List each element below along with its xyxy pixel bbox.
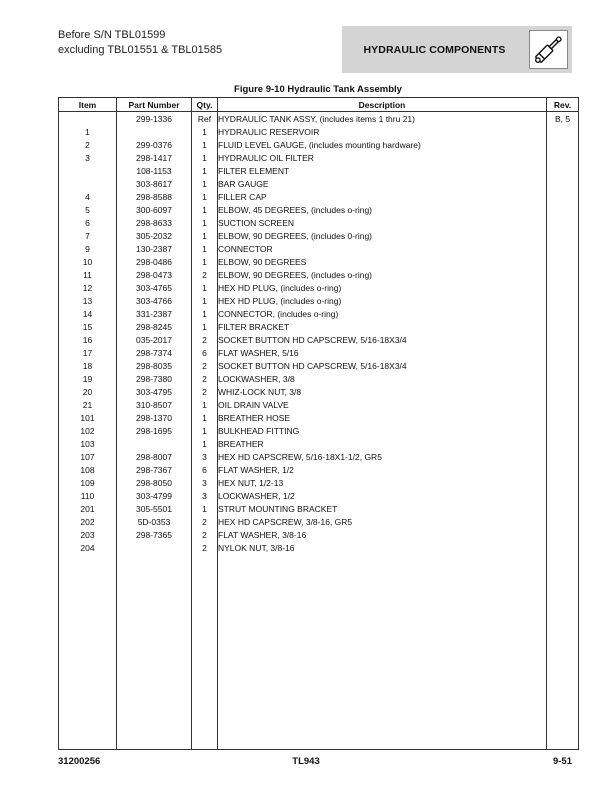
rev-cell <box>547 398 579 411</box>
table-row <box>59 372 579 385</box>
qty-cell: 1 <box>192 255 218 268</box>
item-cell: 204 <box>59 541 117 554</box>
description-cell: BREATHER HOSE <box>218 411 547 424</box>
table-row <box>59 463 579 476</box>
description-cell: HYDRAULIC OIL FILTER <box>218 151 547 164</box>
parts-table <box>58 97 579 750</box>
qty-cell: 3 <box>192 450 218 463</box>
rev-cell <box>547 346 579 359</box>
item-cell: 19 <box>59 372 117 385</box>
qty-cell: 2 <box>192 372 218 385</box>
table-row <box>59 450 579 463</box>
part-number-cell: 303-4766 <box>117 294 192 307</box>
header-item: Item <box>59 98 117 112</box>
header-part-number: Part Number <box>117 98 192 112</box>
qty-cell: 2 <box>192 541 218 554</box>
item-cell: 10 <box>59 255 117 268</box>
qty-cell: 1 <box>192 320 218 333</box>
description-cell: BAR GAUGE <box>218 177 547 190</box>
part-number-cell: 303-4795 <box>117 385 192 398</box>
qty-cell: 1 <box>192 229 218 242</box>
qty-cell: 1 <box>192 203 218 216</box>
table-header-row <box>59 98 579 112</box>
rev-cell <box>547 333 579 346</box>
part-number-cell: 300-6097 <box>117 203 192 216</box>
table-row <box>59 138 579 151</box>
table-row <box>59 268 579 281</box>
item-cell: 102 <box>59 424 117 437</box>
part-number-cell: 5D-0353 <box>117 515 192 528</box>
item-cell: 101 <box>59 411 117 424</box>
description-cell: FLAT WASHER, 3/8-16 <box>218 528 547 541</box>
description-cell: HEX HD PLUG, (includes o-ring) <box>218 294 547 307</box>
qty-cell: 6 <box>192 463 218 476</box>
item-cell <box>59 112 117 126</box>
rev-cell <box>547 528 579 541</box>
part-number-cell: 303-8617 <box>117 177 192 190</box>
table-row <box>59 502 579 515</box>
table-row <box>59 242 579 255</box>
table-row <box>59 333 579 346</box>
description-cell: OIL DRAIN VALVE <box>218 398 547 411</box>
description-cell: CONNECTOR <box>218 242 547 255</box>
description-cell: BULKHEAD FITTING <box>218 424 547 437</box>
part-number-cell: 298-8245 <box>117 320 192 333</box>
part-number-cell: 298-8588 <box>117 190 192 203</box>
qty-cell: 6 <box>192 346 218 359</box>
rev-cell <box>547 359 579 372</box>
qty-cell: 2 <box>192 385 218 398</box>
description-cell: FLUID LEVEL GAUGE, (includes mounting hardware) <box>218 138 547 151</box>
qty-cell: 2 <box>192 528 218 541</box>
description-cell: STRUT MOUNTING BRACKET <box>218 502 547 515</box>
item-cell: 7 <box>59 229 117 242</box>
rev-cell <box>547 164 579 177</box>
table-row <box>59 541 579 554</box>
hydraulic-cylinder-icon <box>529 30 568 69</box>
rev-cell <box>547 203 579 216</box>
table-row <box>59 164 579 177</box>
part-number-cell: 298-8050 <box>117 476 192 489</box>
figure-title: Figure 9-10 Hydraulic Tank Assembly <box>234 84 402 95</box>
rev-cell <box>547 489 579 502</box>
rev-cell <box>547 242 579 255</box>
section-title: HYDRAULIC COMPONENTS <box>363 43 506 56</box>
rev-cell <box>547 437 579 450</box>
table-row <box>59 125 579 138</box>
table-row <box>59 190 579 203</box>
qty-cell: 1 <box>192 216 218 229</box>
qty-cell: Ref <box>192 112 218 126</box>
qty-cell: 1 <box>192 125 218 138</box>
item-cell: 107 <box>59 450 117 463</box>
table-row <box>59 489 579 502</box>
table-row <box>59 112 579 126</box>
part-number-cell: 299-0376 <box>117 138 192 151</box>
part-number-cell: 298-0473 <box>117 268 192 281</box>
rev-cell <box>547 515 579 528</box>
description-cell: ELBOW, 90 DEGREES <box>218 255 547 268</box>
qty-cell: 2 <box>192 333 218 346</box>
qty-cell: 1 <box>192 294 218 307</box>
table-row <box>59 398 579 411</box>
qty-cell: 1 <box>192 307 218 320</box>
item-cell: 13 <box>59 294 117 307</box>
description-cell: LOCKWASHER, 3/8 <box>218 372 547 385</box>
part-number-cell: 303-4799 <box>117 489 192 502</box>
qty-cell: 1 <box>192 411 218 424</box>
description-cell: NYLOK NUT, 3/8-16 <box>218 541 547 554</box>
description-cell: HEX NUT, 1/2-13 <box>218 476 547 489</box>
part-number-cell: 298-8035 <box>117 359 192 372</box>
part-number-cell: 331-2387 <box>117 307 192 320</box>
item-cell: 16 <box>59 333 117 346</box>
item-cell: 5 <box>59 203 117 216</box>
item-cell <box>59 164 117 177</box>
item-cell: 17 <box>59 346 117 359</box>
description-cell: ELBOW, 90 DEGREES, (includes o-ring) <box>218 268 547 281</box>
serial-note <box>58 28 222 58</box>
serial-line-2: excluding TBL01551 & TBL01585 <box>58 44 223 56</box>
part-number-cell: 108-1153 <box>117 164 192 177</box>
item-cell: 15 <box>59 320 117 333</box>
table-row <box>59 515 579 528</box>
rev-cell <box>547 255 579 268</box>
qty-cell: 1 <box>192 177 218 190</box>
qty-cell: 1 <box>192 398 218 411</box>
qty-cell: 1 <box>192 138 218 151</box>
table-row <box>59 359 579 372</box>
table-row <box>59 229 579 242</box>
item-cell: 103 <box>59 437 117 450</box>
table-row <box>59 294 579 307</box>
table-row <box>59 385 579 398</box>
qty-cell: 3 <box>192 476 218 489</box>
description-cell: FILLER CAP <box>218 190 547 203</box>
table-row <box>59 281 579 294</box>
description-cell: FILTER BRACKET <box>218 320 547 333</box>
item-cell: 108 <box>59 463 117 476</box>
qty-cell: 3 <box>192 489 218 502</box>
table-row <box>59 424 579 437</box>
rev-cell <box>547 229 579 242</box>
part-number-cell: 130-2387 <box>117 242 192 255</box>
item-cell: 201 <box>59 502 117 515</box>
part-number-cell: 305-5501 <box>117 502 192 515</box>
table-row <box>59 528 579 541</box>
part-number-cell <box>117 541 192 554</box>
table-row <box>59 346 579 359</box>
item-cell: 14 <box>59 307 117 320</box>
table-row <box>59 216 579 229</box>
part-number-cell: 298-7374 <box>117 346 192 359</box>
section-header <box>342 26 572 73</box>
item-cell: 109 <box>59 476 117 489</box>
description-cell: LOCKWASHER, 1/2 <box>218 489 547 502</box>
table-row <box>59 203 579 216</box>
qty-cell: 2 <box>192 359 218 372</box>
table-row <box>59 307 579 320</box>
qty-cell: 1 <box>192 502 218 515</box>
serial-line-1: Before S/N TBL01599 <box>58 29 166 41</box>
table-row <box>59 151 579 164</box>
part-number-cell: 298-7365 <box>117 528 192 541</box>
rev-cell <box>547 190 579 203</box>
item-cell: 3 <box>59 151 117 164</box>
qty-cell: 1 <box>192 424 218 437</box>
description-cell: SUCTION SCREEN <box>218 216 547 229</box>
rev-cell <box>547 424 579 437</box>
item-cell: 110 <box>59 489 117 502</box>
rev-cell <box>547 281 579 294</box>
table-filler-row <box>59 554 579 750</box>
qty-cell: 1 <box>192 281 218 294</box>
description-cell: WHIZ-LOCK NUT, 3/8 <box>218 385 547 398</box>
table-row <box>59 411 579 424</box>
rev-cell <box>547 450 579 463</box>
part-number-cell: 303-4765 <box>117 281 192 294</box>
item-cell: 18 <box>59 359 117 372</box>
qty-cell: 2 <box>192 515 218 528</box>
footer-page-number: 9-51 <box>552 756 572 767</box>
rev-cell <box>547 320 579 333</box>
item-cell: 4 <box>59 190 117 203</box>
part-number-cell: 298-8007 <box>117 450 192 463</box>
rev-cell <box>547 372 579 385</box>
description-cell: CONNECTOR, (includes o-ring) <box>218 307 547 320</box>
item-cell: 1 <box>59 125 117 138</box>
rev-cell <box>547 125 579 138</box>
rev-cell <box>547 307 579 320</box>
item-cell: 203 <box>59 528 117 541</box>
description-cell: HEX HD CAPSCREW, 3/8-16, GR5 <box>218 515 547 528</box>
rev-cell <box>547 411 579 424</box>
part-number-cell: 299-1336 <box>117 112 192 126</box>
part-number-cell: 310-8507 <box>117 398 192 411</box>
item-cell <box>59 177 117 190</box>
header-description: Description <box>218 98 547 112</box>
description-cell: HEX HD PLUG, (includes o-ring) <box>218 281 547 294</box>
table-row <box>59 437 579 450</box>
description-cell: FLAT WASHER, 5/16 <box>218 346 547 359</box>
rev-cell <box>547 216 579 229</box>
table-row <box>59 255 579 268</box>
qty-cell: 1 <box>192 164 218 177</box>
part-number-cell: 298-1417 <box>117 151 192 164</box>
part-number-cell: 298-1370 <box>117 411 192 424</box>
part-number-cell: 298-8633 <box>117 216 192 229</box>
rev-cell <box>547 294 579 307</box>
rev-cell <box>547 268 579 281</box>
part-number-cell: 298-7367 <box>117 463 192 476</box>
rev-cell <box>547 177 579 190</box>
qty-cell: 1 <box>192 151 218 164</box>
qty-cell: 2 <box>192 268 218 281</box>
rev-cell <box>547 502 579 515</box>
rev-cell <box>547 463 579 476</box>
part-number-cell: 035-2017 <box>117 333 192 346</box>
description-cell: FLAT WASHER, 1/2 <box>218 463 547 476</box>
item-cell: 20 <box>59 385 117 398</box>
description-cell: ELBOW, 90 DEGREES, (includes 0-ring) <box>218 229 547 242</box>
item-cell: 6 <box>59 216 117 229</box>
rev-cell: B, 5 <box>547 112 579 126</box>
description-cell: ELBOW, 45 DEGREES, (includes o-ring) <box>218 203 547 216</box>
qty-cell: 1 <box>192 437 218 450</box>
header-qty: Qty. <box>192 98 218 112</box>
item-cell: 11 <box>59 268 117 281</box>
item-cell: 21 <box>59 398 117 411</box>
part-number-cell: 305-2032 <box>117 229 192 242</box>
part-number-cell: 298-0486 <box>117 255 192 268</box>
rev-cell <box>547 151 579 164</box>
table-row <box>59 476 579 489</box>
part-number-cell: 298-7380 <box>117 372 192 385</box>
header-rev: Rev. <box>547 98 579 112</box>
item-cell: 12 <box>59 281 117 294</box>
description-cell: HYDRAULIC RESERVOIR <box>218 125 547 138</box>
footer-model: TL943 <box>292 756 320 767</box>
table-row <box>59 177 579 190</box>
table-row <box>59 320 579 333</box>
rev-cell <box>547 476 579 489</box>
rev-cell <box>547 385 579 398</box>
item-cell: 2 <box>59 138 117 151</box>
part-number-cell <box>117 125 192 138</box>
rev-cell <box>547 541 579 554</box>
qty-cell: 1 <box>192 190 218 203</box>
footer-doc-number: 31200256 <box>58 756 101 767</box>
description-cell: FILTER ELEMENT <box>218 164 547 177</box>
qty-cell: 1 <box>192 242 218 255</box>
rev-cell <box>547 138 579 151</box>
description-cell: HEX HD CAPSCREW, 5/16-18X1-1/2, GR5 <box>218 450 547 463</box>
part-number-cell: 298-1695 <box>117 424 192 437</box>
description-cell: SOCKET BUTTON HD CAPSCREW, 5/16-18X3/4 <box>218 359 547 372</box>
part-number-cell <box>117 437 192 450</box>
item-cell: 202 <box>59 515 117 528</box>
description-cell: HYDRAULIC TANK ASSY, (includes items 1 thru 21) <box>218 112 547 126</box>
description-cell: SOCKET BUTTON HD CAPSCREW, 5/16-18X3/4 <box>218 333 547 346</box>
description-cell: BREATHER <box>218 437 547 450</box>
item-cell: 9 <box>59 242 117 255</box>
